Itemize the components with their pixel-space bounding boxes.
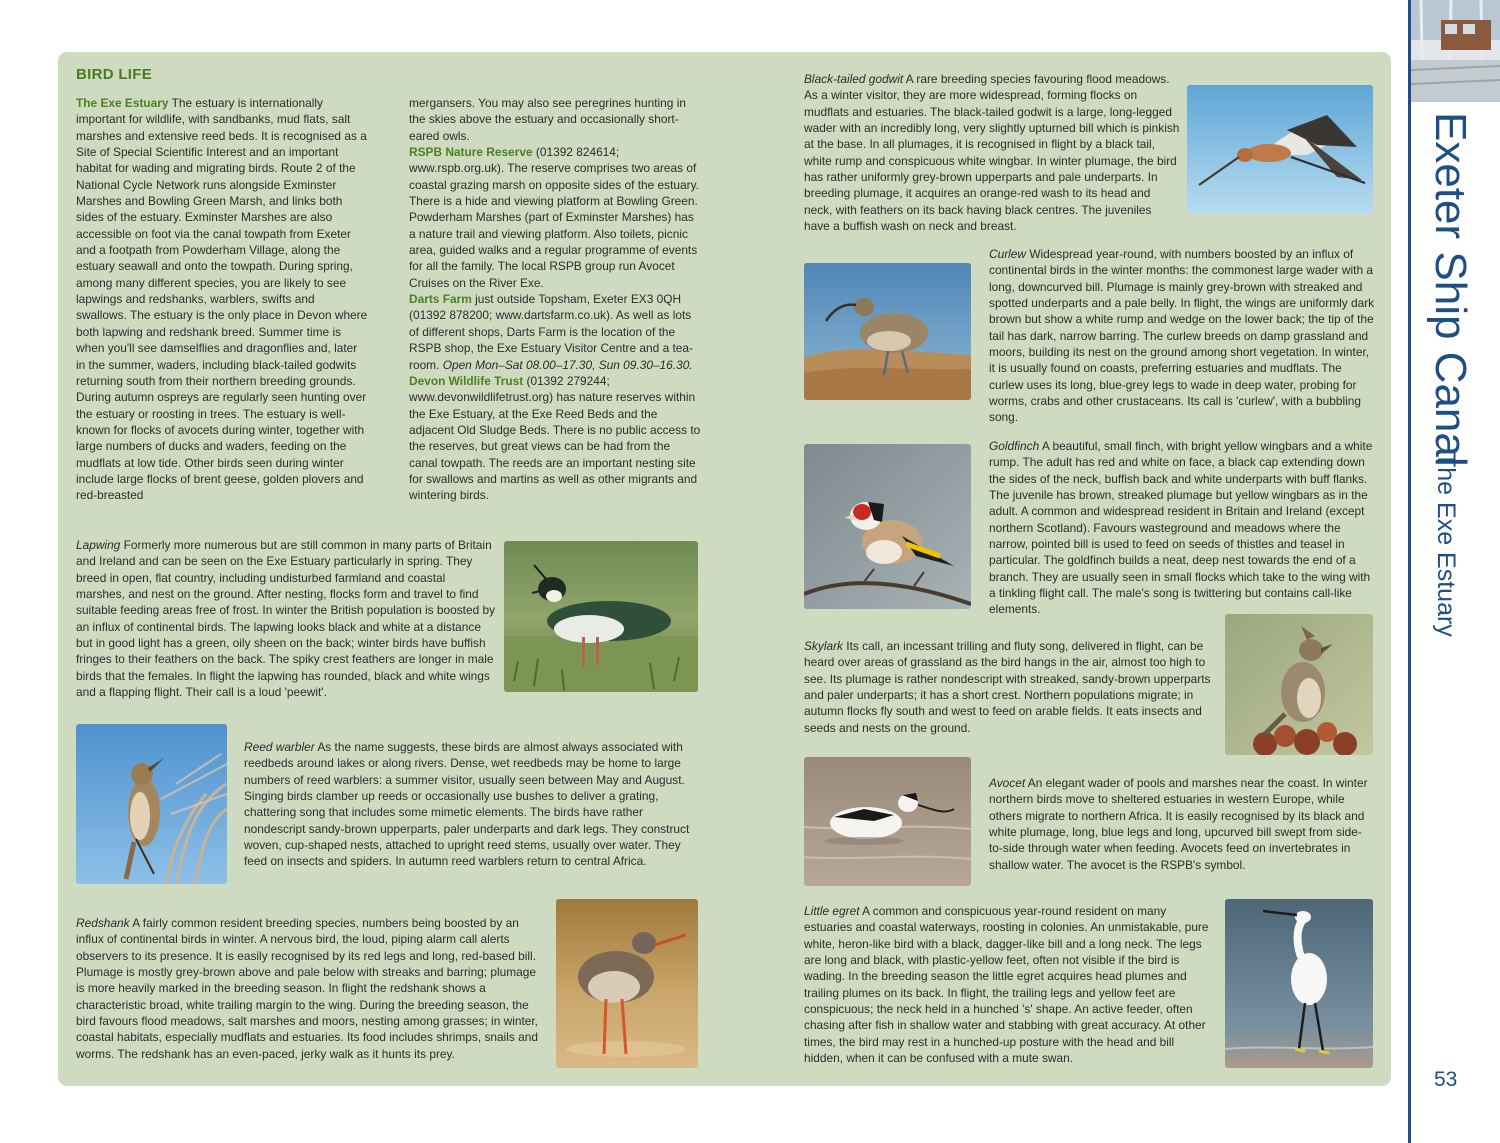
skylark-paragraph: Skylark Its call, an incessant trilling and fluty song, delivered in flight, can be heard over areas of grassland as the bird hangs in the air, almost too high to see. Its plumage is rather nondescript with streaked, sandy-brown upperparts and paler underparts; it has a short crest. Northern populations migrate; in autumn flocks fly south and west to feed on arable fields. It eats insects and seeds and nests on the ground.: [804, 639, 1211, 735]
reed-warbler-name: Reed warbler: [244, 740, 315, 754]
egret-name: Little egret: [804, 904, 860, 918]
egret-photo: [1225, 899, 1373, 1068]
lapwing-photo: [504, 541, 698, 692]
darts-farm-title: Darts Farm: [409, 292, 472, 307]
goldfinch-photo: [804, 444, 971, 609]
exe-estuary-paragraph: The Exe Estuary The estuary is internationally important for wildlife, with sandbanks, mud flats, salt marshes and extensive reed beds. It is recognised as a Site of Special Scientific Interest and an important habitat for wading and migrating birds. Route 2 of the National Cycle Network runs alongside Exminster Marshes and Bowling Green Marsh, and links both sides of the estuary. Exminster Marshes are also accessible on foot via the canal towpath from Exeter and a footpath from Powderham Village, along the estuary seawall and onto the towpath. During spring, among many different species, you are likely to see lapwings and redshanks, warblers, swifts and swallows. The estuary is the only place in Devon where both lapwing and redshank breed. Summer time is when you'll see damselflies and dragonflies and, later in the summer, waders, including black-tailed godwits returning south from their northern breeding grounds. During autumn ospreys are regularly seen hunting over the estuary or roosting in trees. The estuary is well-known for flocks of avocets during winter, together with large numbers of ducks and waders, feeding on the mudflats at low tide. Other birds seen during winter include large flocks of brent geese, golden plovers and red-breasted: [76, 96, 368, 503]
rspb-title: RSPB Nature Reserve: [409, 145, 533, 160]
section-subtitle: The Exe Estuary: [1432, 452, 1460, 637]
page-number: 53: [1434, 1068, 1458, 1091]
curlew-photo: [804, 263, 971, 400]
devon-wildlife-trust-title: Devon Wildlife Trust: [409, 373, 524, 388]
curlew-paragraph: Curlew Widespread year-round, with numbers boosted by an influx of continental birds in the winter months: the commonest large wader with a long, downcurved bill. Plumage is mainly grey-brown with streaked and spotted underparts and a pale belly. In flight, the wings are uniformly dark brown but show a white rump and wedge on the lower back; the tip of the tail has dark, narrow barring. The curlew breeds on damp grassland and moors, building its nest on the ground among short vegetation. In winter, it is usually found on coasts, preferring estuaries and mudflats. The curlew uses its long, blue-grey legs to wade in deep water, probing for worms, crabs and other crustaceans. Its call is 'curlew', with a bubbling song.: [989, 247, 1375, 425]
goldfinch-name: Goldfinch: [989, 439, 1040, 453]
reserves-paragraph: mergansers. You may also see peregrines hunting in the skies above the estuary and occasionally short-eared owls. RSPB Nature Reserve (01392 824614; www.rspb.org.uk). The reserve comprises two areas of coastal grazing marsh on opposite sides of the estuary. There is a hide and viewing platform at Bowling Green. Powderham Marshes (part of Exminster Marshes) has a nature trail and viewing platform. Also toilets, picnic area, guided walks and a regular programme of events for all the family. The local RSPB group run Avocet Cruises on the River Exe. Darts Farm just outside Topsham, Exeter EX3 0QH (01392 878200; www.dartsfarm.co.uk). As well as lots of different shops, Darts Farm is the location of the RSPB shop, the Exe Estuary Visitor Centre and a tea-room. Open Mon–Sat 08.00–17.30, Sun 09.30–16.30. Devon Wildlife Trust (01392 279244; www.devonwildlifetrust.org) has nature reserves within the Exe Estuary, at the Exe Reed Beds and the adjacent Old Sludge Beds. There is no public access to the reserves, but great views can be had from the canal towpath. The reeds are an important nesting site for swallows and martins as well as other migrants and wintering birds.: [409, 96, 701, 503]
exe-estuary-title: The Exe Estuary: [76, 96, 169, 110]
skylark-name: Skylark: [804, 639, 843, 653]
boat-photo-strip: [1411, 0, 1500, 102]
sidebar-rule: [1408, 0, 1411, 1143]
chapter-title: Exeter Ship Canal: [1426, 112, 1475, 467]
lapwing-paragraph: Lapwing Formerly more numerous but are still common in many parts of Britain and Ireland and can be seen on the Exe Estuary particularly in spring. They breed in open, flat country, including undisturbed farmland and coastal marshes, and nest on the ground. After nesting, flocks form and travel to find suitable feeding areas free of frost. In winter the British population is boosted by an influx of continental birds. The lapwing looks black and white at a distance but in good light has a green, oily sheen on the back; winter birds have buffish fringes to their feathers on the back. The spiky crest feathers are longer in male birds that the females. In flight the lapwing has rounded, black and white wings and a flapping flight. Their call is a loud 'peewit'.: [76, 538, 496, 700]
reed-warbler-paragraph: Reed warbler As the name suggests, these birds are almost always associated with reedbeds around lakes or along rivers. Dense, wet reedbeds may be home to large numbers of reed warblers: a summer visitor, usually seen between May and August. Singing birds clamber up reeds or occasionally use bushes to deliver a grating, chattering song that includes some mimetic elements. The birds have rather nondescript sandy-brown upperparts, paler underparts and dark legs. They construct woven, cup-shaped nests, attached to upright reed stems, usually over water. They feed on insects and spiders. In autumn reed warblers return to central Africa.: [244, 740, 690, 869]
reed-warbler-photo: [76, 724, 227, 884]
godwit-photo: [1187, 85, 1373, 214]
godwit-paragraph: Black-tailed godwit A rare breeding species favouring flood meadows. As a winter visitor, they are more widespread, forming flocks on mudflats and estuaries. The black-tailed godwit is a large, long-legged wader with an incredibly long, very slightly upturned bill which is pinkish at the base. In all plumages, it is recognised in flight by a black tail, white rump and conspicuous white wingbar. In winter plumage, the bird has rather uniformly grey-brown upperparts and pale underparts. In breeding plumage, it acquires an orange-red wash to its head and neck, with feathers on its back having black centres. The juveniles have a buffish wash on neck and breast.: [804, 72, 1180, 234]
curlew-name: Curlew: [989, 247, 1027, 261]
avocet-name: Avocet: [989, 776, 1026, 790]
darts-farm-hours: Open Mon–Sat 08.00–17.30, Sun 09.30–16.30.: [442, 357, 693, 372]
avocet-paragraph: Avocet An elegant wader of pools and marshes near the coast. In winter northern birds move to sheltered estuaries in western Europe, while others migrate to northern Africa. It is easily recognised by its black and white plumage, long, blue legs and long, upcurved bill swept from side-to-side through water when feeding. Avocets feed on invertebrates in shallow water. The avocet is the RSPB's symbol.: [989, 776, 1368, 872]
redshank-name: Redshank: [76, 916, 130, 930]
skylark-photo: [1225, 614, 1373, 755]
lapwing-name: Lapwing: [76, 538, 121, 552]
redshank-paragraph: Redshank A fairly common resident breeding species, numbers being boosted by an influx of continental birds in winter. A nervous bird, the loud, piping alarm call alerts observers to its presence. It is easily recognised by its red legs and long, red-based bill. Plumage is mostly grey-brown above and pale below with streaks and barring; plumage is more heavily marked in the breeding season. In flight the redshank shows a characteristic broad, white trailing margin to the wing. During the breeding season, the bird favours flood meadows, salt marshes and moors, nesting among grasses; in winter, coastal habitats, especially mudflats and estuaries. Its food includes shrimps, snails and worms. The redshank has an even-paced, jerky walk as it hunts its prey.: [76, 916, 538, 1061]
section-heading: BIRD LIFE: [76, 66, 153, 83]
egret-paragraph: Little egret A common and conspicuous year-round resident on many estuaries and coastal waterways, roosting in colonies. An unmistakable, pure white, heron-like bird with a black, dagger-like bill and a long neck. The legs are long and black, with plastic-yellow feet, often not visible if the bird is wading. In the breeding season the little egret acquires head plumes and trailing plumes on its back. In flight, the trailing legs and yellow feet are conspicuous; the neck held in a hunched 's' shape. An active feeder, often chasing after fish in shallow water and stabbing with great accuracy. At other times, the bird may rest in a hunched-up posture with the head and bill hidden, when it can be confused with a mute swan.: [804, 904, 1209, 1066]
mergansers-text: mergansers. You may also see peregrines hunting in the skies above the estuary and occasionally short-eared owls.: [409, 96, 686, 143]
goldfinch-paragraph: Goldfinch A beautiful, small finch, with bright yellow wingbars and a white rump. The adult has red and white on face, a black cap extending down the sides of the neck, buffish back and white underparts with buff flanks. The juvenile has brown, streaked plumage but yellow wingbars as in the adult. A common and widespread resident in Britain and Ireland (except northern Scotland). Favours wasteground and meadows where the narrow, pointed bill is used to feed on seeds of thistles and teasel in particular. The goldfinch builds a neat, deep nest towards the end of a branch. They are usually seen in small flocks which take to the wing with a tinkling flight call. The male's song is twittering but contains call-like elements.: [989, 439, 1373, 617]
avocet-photo: [804, 757, 971, 886]
redshank-photo: [556, 899, 698, 1068]
godwit-name: Black-tailed godwit: [804, 72, 904, 86]
